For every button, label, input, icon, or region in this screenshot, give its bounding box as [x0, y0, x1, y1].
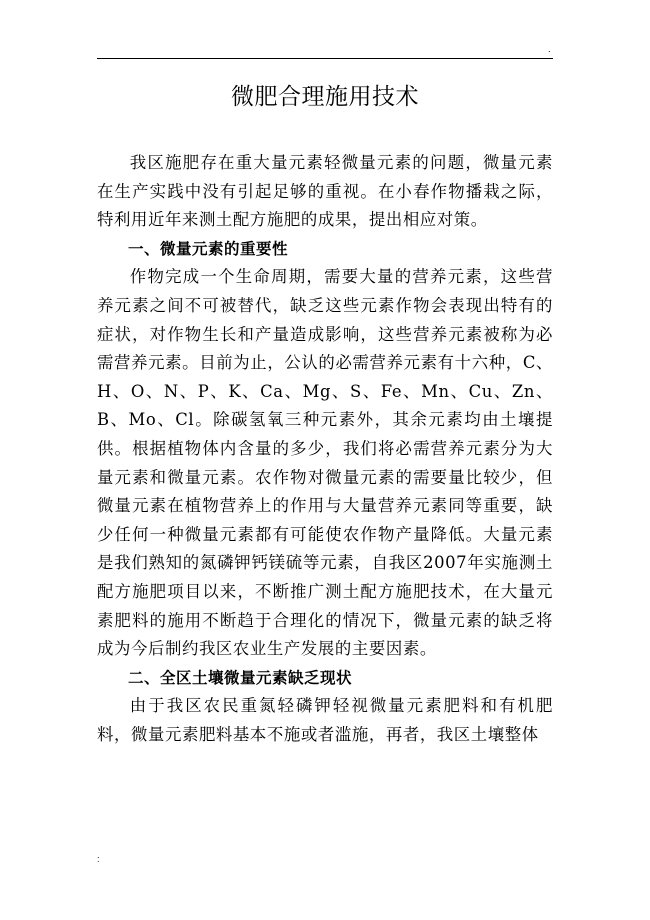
importance-paragraph: 作物完成一个生命周期，需要大量的营养元素，这些营养元素之间不可被替代，缺乏这些元素作物会表现出特有的症状，对作物生长和产量造成影响，这些营养元素被称为必需营养元素。目前为止，公认的必需营养元素有十六种，C、H、O、N、P、K、Ca、Mg、S、Fe、Mn、Cu、Zn、B、Mo、Cl。除碳氢氧三种元素外，其余元素均由土壤提供。根据植物体内含量的多少，我们将必需营养元素分为大量元素和微量元素。农作物对微量元素的需要量比较少，但微量元素在植物营养上的作用与大量营养元素同等重要，缺少任何一种微量元素都有可能使农作物产量降低。大量元素是我们熟知的氮磷钾钙镁硫等元素，自我区2007年实施测土配方施肥项目以来，不断推广测土配方施肥技术，在大量元素肥料的施用不断趋于合理化的情况下，微量元素的缺乏将成为今后制约我区农业生产发展的主要因素。 — [97, 267, 553, 659]
document-title: 微肥合理施用技术 — [231, 84, 419, 110]
intro-paragraph: 我区施肥存在重大量元素轻微量元素的问题，微量元素在生产实践中没有引起足够的重视。在小春作物播栽之际，特利用近年来测土配方施肥的成果，提出相应对策。 — [97, 153, 553, 230]
section-heading-deficiency: 二、全区土壤微量元素缺乏现状 — [128, 668, 353, 687]
deficiency-paragraph: 由于我区农民重氮轻磷钾轻视微量元素肥料和有机肥料，微量元素肥料基本不施或者滥施，再者，我区土壤整体 — [97, 696, 553, 744]
header-rule — [97, 58, 553, 59]
footer-mark: : — [97, 854, 100, 864]
header-mark: . — [548, 44, 551, 54]
section-heading-importance: 一、微量元素的重要性 — [128, 239, 289, 258]
document-body — [97, 149, 553, 749]
